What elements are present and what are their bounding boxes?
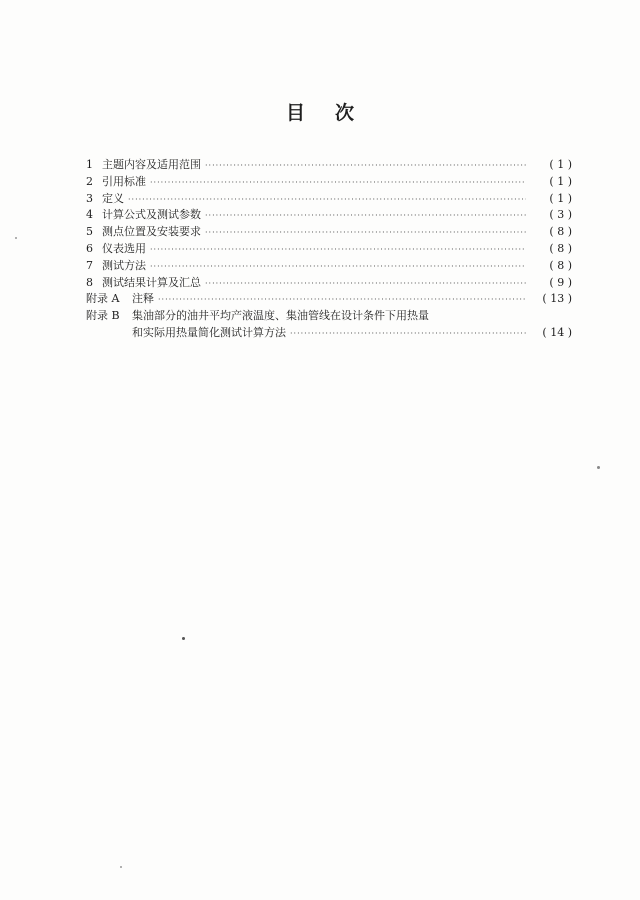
toc-leader-dots: [158, 292, 526, 309]
page-title: [0, 98, 640, 125]
toc-leader-dots: [290, 326, 526, 343]
toc-entry-title: 测试方法: [102, 258, 146, 272]
toc-appendix-title: 注释: [132, 292, 154, 306]
toc-entry-page: ( 8 ): [549, 258, 572, 272]
toc-leader-dots: [205, 208, 526, 225]
toc-entry-page: ( 8 ): [549, 241, 572, 255]
toc-entry-number: 7: [86, 258, 93, 272]
toc-appendix-entry-continuation[interactable]: [86, 325, 572, 342]
toc-appendix-entry[interactable]: [86, 308, 572, 325]
toc-leader-dots: [205, 158, 526, 175]
toc-leader-dots: [150, 175, 526, 192]
toc-entry-number: 5: [86, 225, 93, 239]
toc-leader-dots: [150, 242, 526, 259]
toc-entry[interactable]: [86, 207, 572, 224]
toc-entry-title: 测试结果计算及汇总: [102, 275, 201, 289]
toc-entry-number: 3: [86, 191, 93, 205]
toc-entry-title: 主题内容及适用范围: [102, 158, 201, 171]
toc-leader-dots: [150, 259, 526, 276]
toc-appendix-title-line-1: 集油部分的油井平均产液温度、集油管线在设计条件下用热量: [132, 309, 429, 323]
toc-entry-number: 6: [86, 241, 93, 255]
toc-entry[interactable]: [86, 191, 572, 208]
toc-entry-page: ( 9 ): [549, 275, 572, 289]
scan-speck: [182, 637, 185, 640]
toc-entry-page: ( 8 ): [549, 225, 572, 239]
toc-entry-title: 测点位置及安装要求: [102, 225, 201, 239]
toc-entry-number: 1: [86, 158, 93, 171]
toc-entry-title: 计算公式及测试参数: [102, 208, 201, 222]
toc-appendix-label: 附录 B: [86, 309, 120, 323]
toc-entry-title: 仪表选用: [102, 241, 146, 255]
toc-entry-number: 2: [86, 174, 93, 188]
toc-entry[interactable]: [86, 241, 572, 258]
toc-appendix-page: ( 13 ): [542, 292, 572, 306]
toc-appendix-page: ( 14 ): [542, 325, 572, 339]
toc-entry[interactable]: [86, 174, 572, 191]
toc-entry-page: ( 3 ): [549, 208, 572, 222]
toc-appendix-label: 附录 A: [86, 292, 120, 306]
toc-entry[interactable]: [86, 275, 572, 292]
toc-entry-title: 引用标准: [102, 174, 146, 188]
toc-entry-page: ( 1 ): [549, 158, 572, 171]
toc-entry[interactable]: [86, 258, 572, 275]
toc-leader-dots: [205, 225, 526, 242]
toc-appendix-title-line-2: 和实际用热量简化测试计算方法: [132, 325, 286, 339]
toc-entry-number: 8: [86, 275, 93, 289]
toc-entry[interactable]: [86, 224, 572, 241]
toc-entry-number: 4: [86, 208, 93, 222]
title-char-1: 目: [285, 102, 305, 124]
title-char-2: 次: [335, 102, 355, 124]
toc-leader-dots: [128, 192, 526, 209]
toc-entry-page: ( 1 ): [549, 191, 572, 205]
toc-list: [86, 157, 572, 342]
toc-appendix-entry[interactable]: [86, 291, 572, 308]
toc-leader-dots: [205, 276, 526, 293]
scan-speck: [597, 466, 600, 469]
scan-speck: [15, 237, 17, 239]
scan-speck: [120, 866, 122, 868]
toc-entry-title: 定义: [102, 191, 124, 205]
toc-entry[interactable]: [86, 157, 572, 174]
toc-entry-page: ( 1 ): [549, 174, 572, 188]
